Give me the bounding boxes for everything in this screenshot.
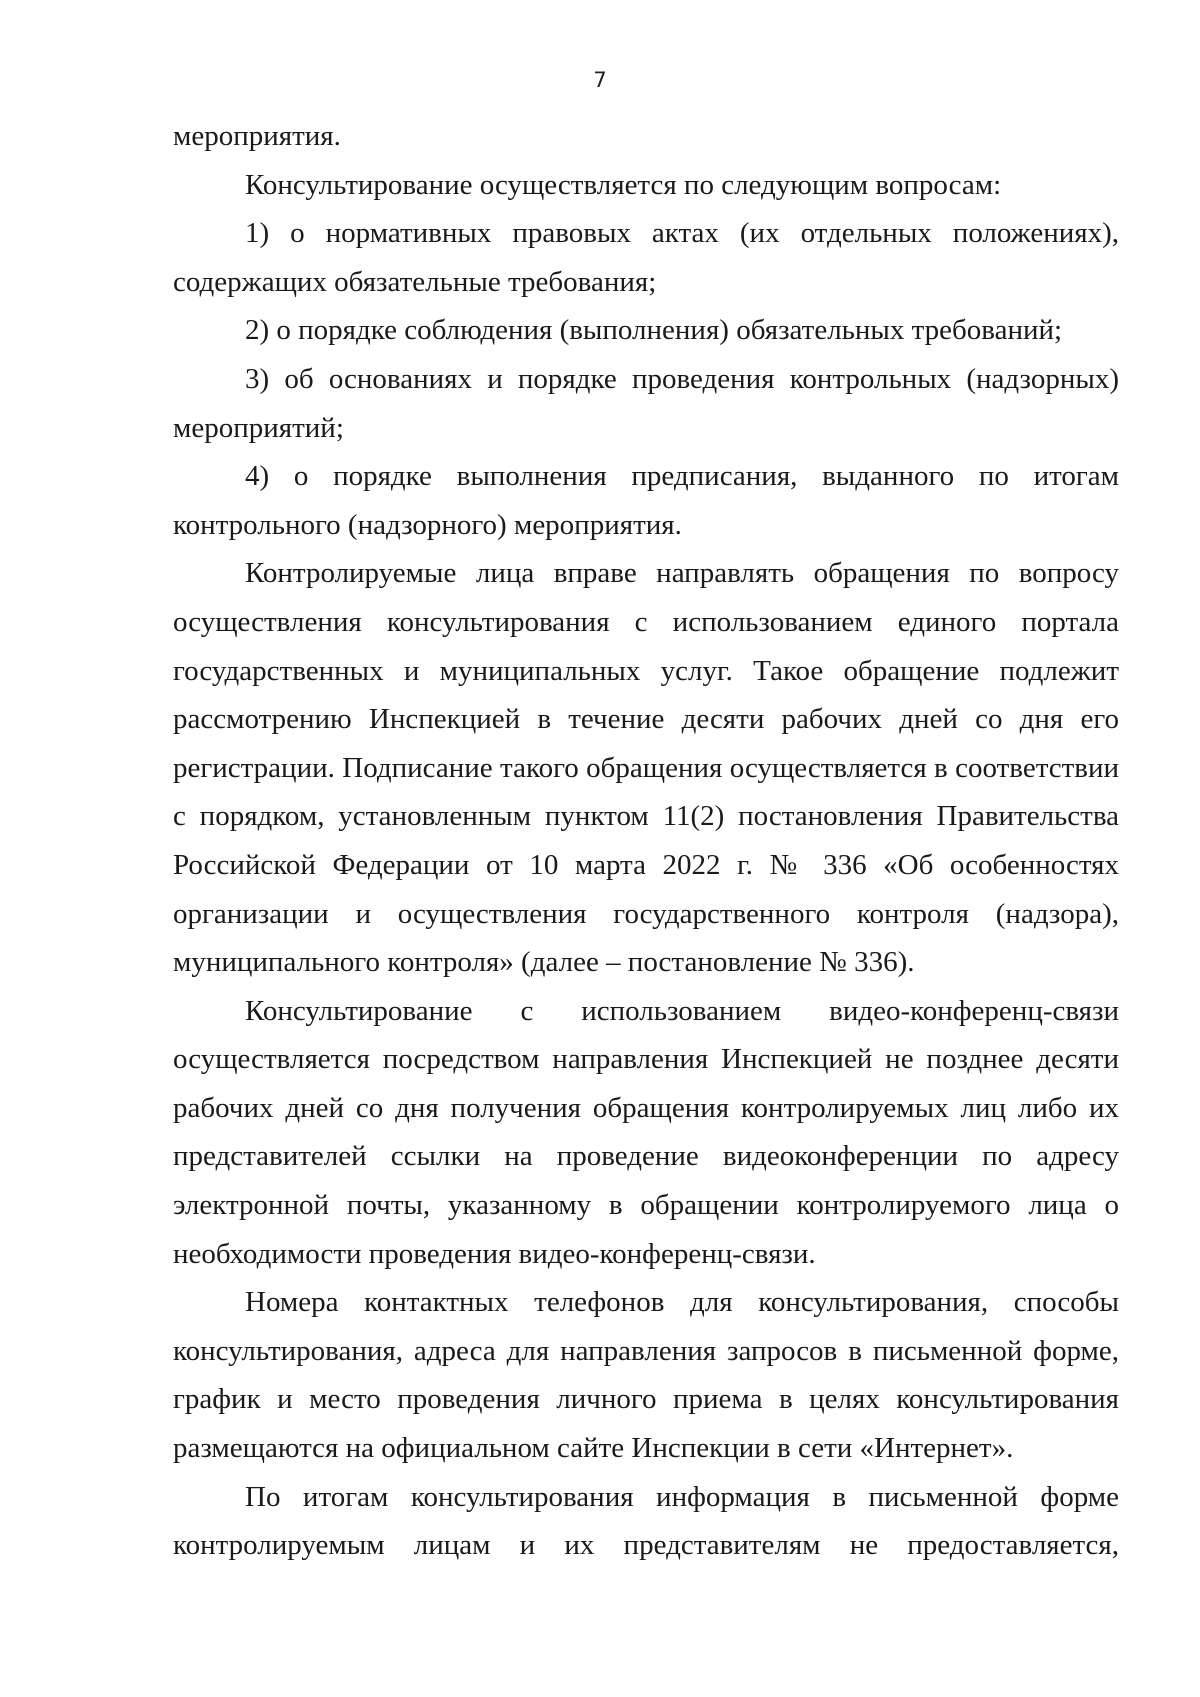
list-item-2: 2) о порядке соблюдения (выполнения) обязательных требований; xyxy=(245,314,1063,347)
paragraph-portal-requests: Контролируемые лица вправе направлять обращения по вопросу осуществления консультирования с использованием единого портала государственных и муниципальных услуг. Такое обращение подлежит рассмотрению Инспекцией в течение десяти рабочих дней со дня его регистрации. Подписание такого обращения осуществляется в соответствии с порядком, установленным пунктом 11(2) постановления Правительства Российской Федерации от 10 марта 2022 г. № 336 «Об особенностях организации и осуществления государственного контроля (надзора), муниципального контроля» (далее – постановление № 336). xyxy=(173,557,1119,979)
page-number: 7 xyxy=(593,68,607,92)
list-item-4: 4) о порядке выполнения предписания, выданного по итогам контрольного (надзорного) мероприятия. xyxy=(173,460,1119,541)
paragraph-written-info: По итогам консультирования информация в письменной форме контролируемым лицам и их представителям не предоставляется, xyxy=(173,1480,1119,1562)
paragraph-contact-info: Номера контактных телефонов для консультирования, способы консультирования, адреса для направления запросов в письменной форме, график и место проведения личного приема в целях консультирования размещаются на официальном сайте Инспекции в сети «Интернет». xyxy=(173,1286,1119,1465)
document-body xyxy=(173,112,1119,1570)
list-item-1: 1) о нормативных правовых актах (их отдельных положениях), содержащих обязательные требования; xyxy=(173,217,1119,298)
paragraph-consultation-topics-intro: Консультирование осуществляется по следующим вопросам: xyxy=(245,168,1002,201)
list-item-3: 3) об основаниях и порядке проведения контрольных (надзорных) мероприятий; xyxy=(173,362,1119,444)
paragraph-continuation: мероприятия. xyxy=(173,120,341,152)
paragraph-video-conference: Консультирование с использованием видео-конференц-связи осуществляется посредством направления Инспекцией не позднее десяти рабочих дней со дня получения обращения контролируемых лиц либо их представителей ссылки на проведение видеоконференции по адресу электронной почты, указанному в обращении контролируемого лица о необходимости проведения видео-конференц-связи. xyxy=(173,994,1119,1270)
